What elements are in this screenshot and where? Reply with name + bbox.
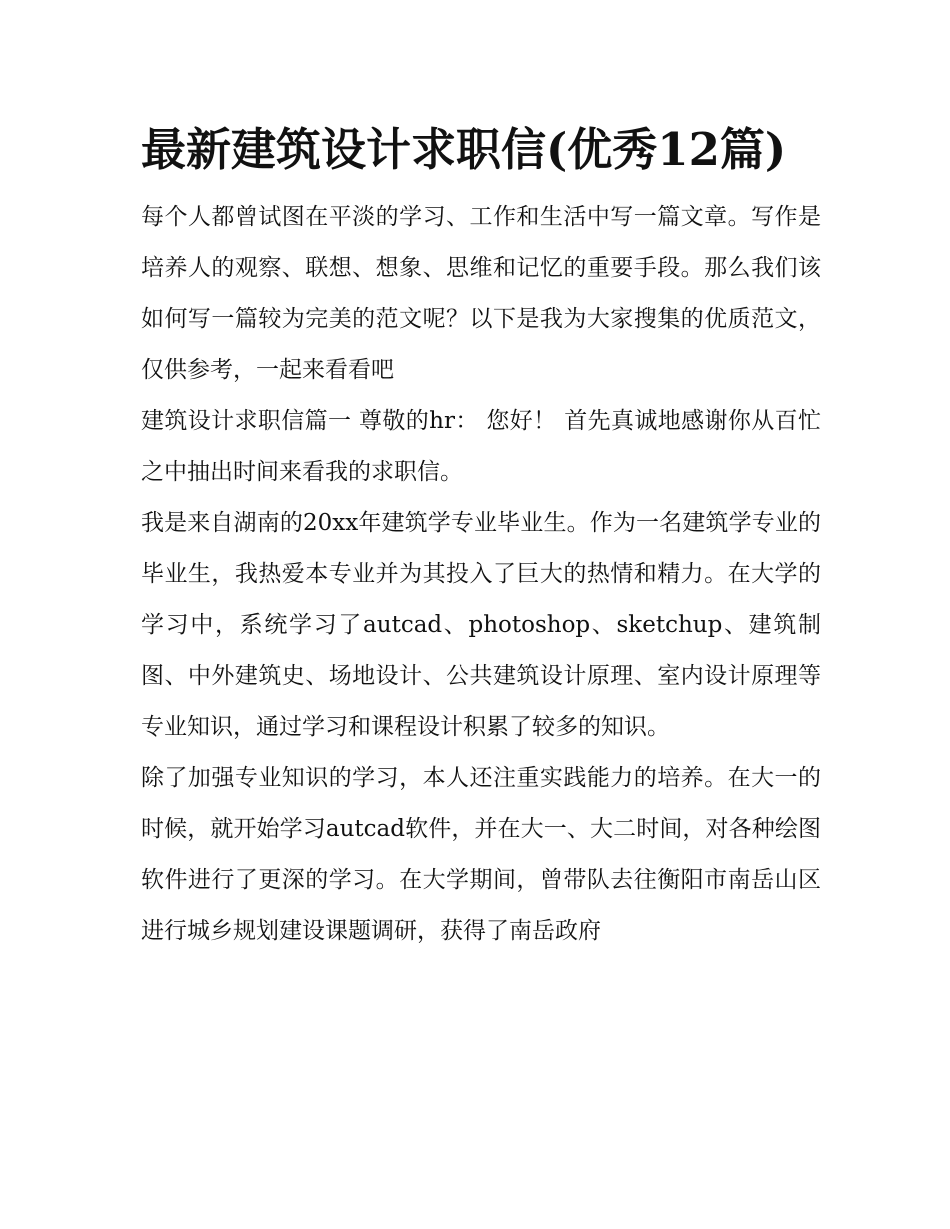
education-paragraph: 我是来自湖南的20xx年建筑学专业毕业生。作为一名建筑学专业的毕业生，我热爱本专业并为其投入了巨大的热情和精力。在大学的学习中，系统学习了autcad、photoshop、sketchup、建筑制图、中外建筑史、场地设计、公共建筑设计原理、室内设计原理等专业知识，通过学习和课程设计积累了较多的知识。 <box>141 510 821 740</box>
document-body <box>141 112 821 957</box>
document-title: 最新建筑设计求职信(优秀12篇) <box>141 123 787 176</box>
practice-paragraph: 除了加强专业知识的学习，本人还注重实践能力的培养。在大一的时候，就开始学习autcad软件，并在大一、大二时间，对各种绘图软件进行了更深的学习。在大学期间，曾带队去往衡阳市南岳山区进行城乡规划建设课题调研，获得了南岳政府 <box>141 765 821 944</box>
paragraph-list <box>141 192 821 957</box>
intro-paragraph: 每个人都曾试图在平淡的学习、工作和生活中写一篇文章。写作是培养人的观察、联想、想象、思维和记忆的重要手段。那么我们该如何写一篇较为完美的范文呢？以下是我为大家搜集的优质范文，仅供参考，一起来看看吧 <box>141 204 821 383</box>
greeting-paragraph: 建筑设计求职信篇一 尊敬的hr： 您好！ 首先真诚地感谢你从百忙之中抽出时间来看我的求职信。 <box>141 408 821 485</box>
